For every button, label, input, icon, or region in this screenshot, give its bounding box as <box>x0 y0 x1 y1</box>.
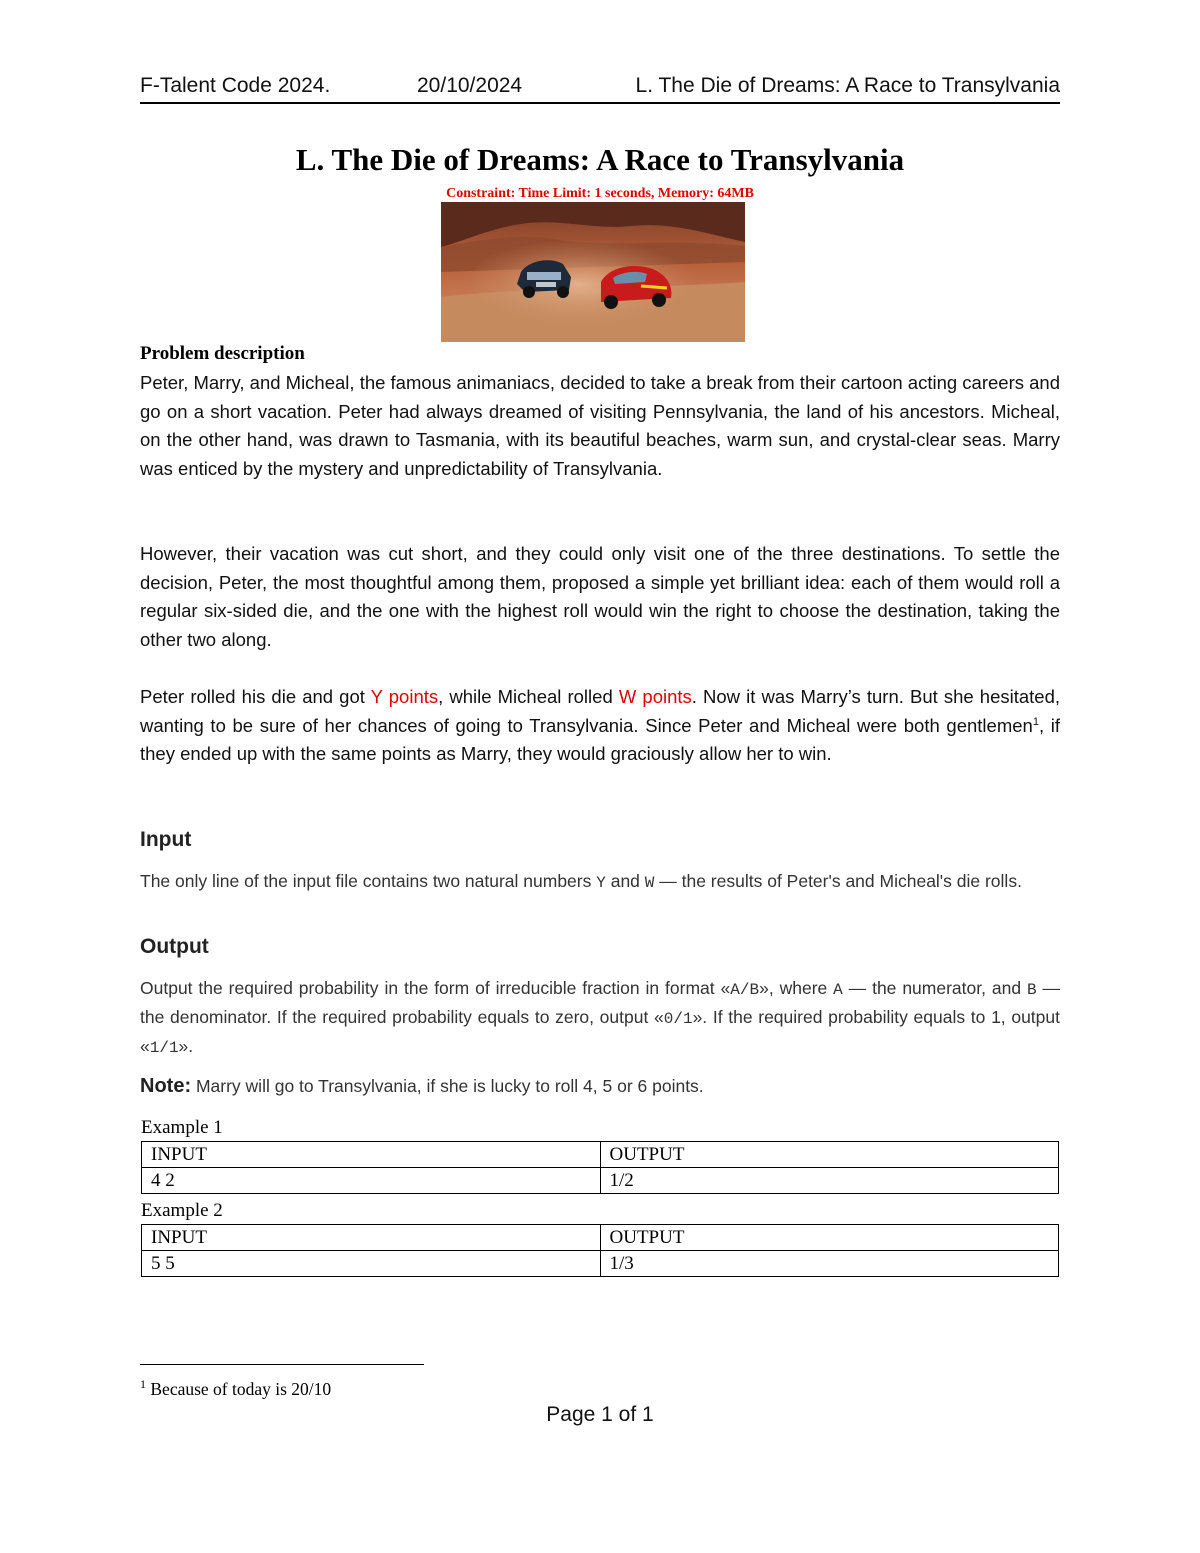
input-value-cell: 5 5 <box>142 1251 601 1277</box>
header-problem-title: L. The Die of Dreams: A Race to Transylvania <box>635 74 1060 97</box>
problem-description-label: Problem description <box>140 343 305 364</box>
footnote-separator <box>140 1364 424 1365</box>
paragraph-intro: Peter, Marry, and Micheal, the famous animaniacs, decided to take a break from their cartoon acting careers and go on a short vacation. Peter had always dreamed of visiting Pennsylvania, the land of his ancestors. Micheal, on the other hand, was drawn to Tasmania, with its beautiful beaches, warm sun, and crystal-clear seas. Marry was enticed by the mystery and unpredictability of Transylvania. <box>140 372 1060 479</box>
w-points-highlight: W points <box>618 686 692 707</box>
output-header-cell: OUTPUT <box>600 1142 1059 1168</box>
output-value-cell: 1/3 <box>600 1251 1059 1277</box>
problem-title: L. The Die of Dreams: A Race to Transylvania <box>295 142 905 177</box>
footnote-reference: 1 <box>1032 715 1039 728</box>
example-2-table <box>141 1224 1059 1277</box>
table-row <box>142 1142 1059 1168</box>
example-2-label: Example 2 <box>141 1200 223 1221</box>
table-row <box>142 1168 1059 1194</box>
paragraph-decision: However, their vacation was cut short, and they could only visit one of the three destinations. To settle the decision, Peter, the most thoughtful among them, proposed a simple yet brilliant idea: each of them would roll a regular six-sided die, and the one with the highest roll would win the right to choose the destination, taking the other two along. <box>140 543 1060 650</box>
page-number: Page 1 of 1 <box>546 1403 654 1426</box>
input-description: The only line of the input file contains two natural numbers Y and W — the results of Peter's and Micheal's die rolls. <box>140 871 1022 892</box>
output-header-cell: OUTPUT <box>600 1225 1059 1251</box>
input-header-cell: INPUT <box>142 1225 601 1251</box>
constraint-text: Constraint: Time Limit: 1 seconds, Memory: 64MB <box>446 186 754 201</box>
header-date: 20/10/2024 <box>417 74 523 97</box>
race-cars-image <box>441 202 745 342</box>
paragraph-rolls: Peter rolled his die and got Y points, while Micheal rolled W points. Now it was Marry’s turn. But she hesitated, wanting to be sure of her chances of going to Transylvania. Since Peter and Micheal were both gentlemen$^1$, if they ended up with the same points as Marry, they would graciously allow her to win. <box>140 686 1061 765</box>
input-value-cell: 4 2 <box>142 1168 601 1194</box>
example-1-label: Example 1 <box>141 1117 223 1138</box>
output-value-cell: 1/2 <box>600 1168 1059 1194</box>
note: Note: Marry will go to Transylvania, if she is lucky to roll 4, 5 or 6 points. <box>140 1075 704 1097</box>
y-points-highlight: Y points <box>370 686 439 707</box>
table-row <box>142 1225 1059 1251</box>
output-heading: Output <box>140 935 209 958</box>
page-header <box>140 70 1060 104</box>
example-1-table <box>141 1141 1059 1194</box>
input-heading: Input <box>140 828 192 851</box>
note-label: Note: <box>140 1075 192 1097</box>
footnote: $^1$ Because of today is 20/10 <box>140 1377 332 1399</box>
race-illustration <box>441 202 745 342</box>
input-header-cell: INPUT <box>142 1142 601 1168</box>
output-description: Output the required probability in the form of irreducible fraction in format «A/B», where A — the numerator, and B — the denominator. If the required probability equals to zero, output «0/1». If the required probability equals to 1, output «1/1». <box>140 978 1060 1057</box>
header-event: F-Talent Code 2024. <box>140 74 331 97</box>
table-row <box>142 1251 1059 1277</box>
